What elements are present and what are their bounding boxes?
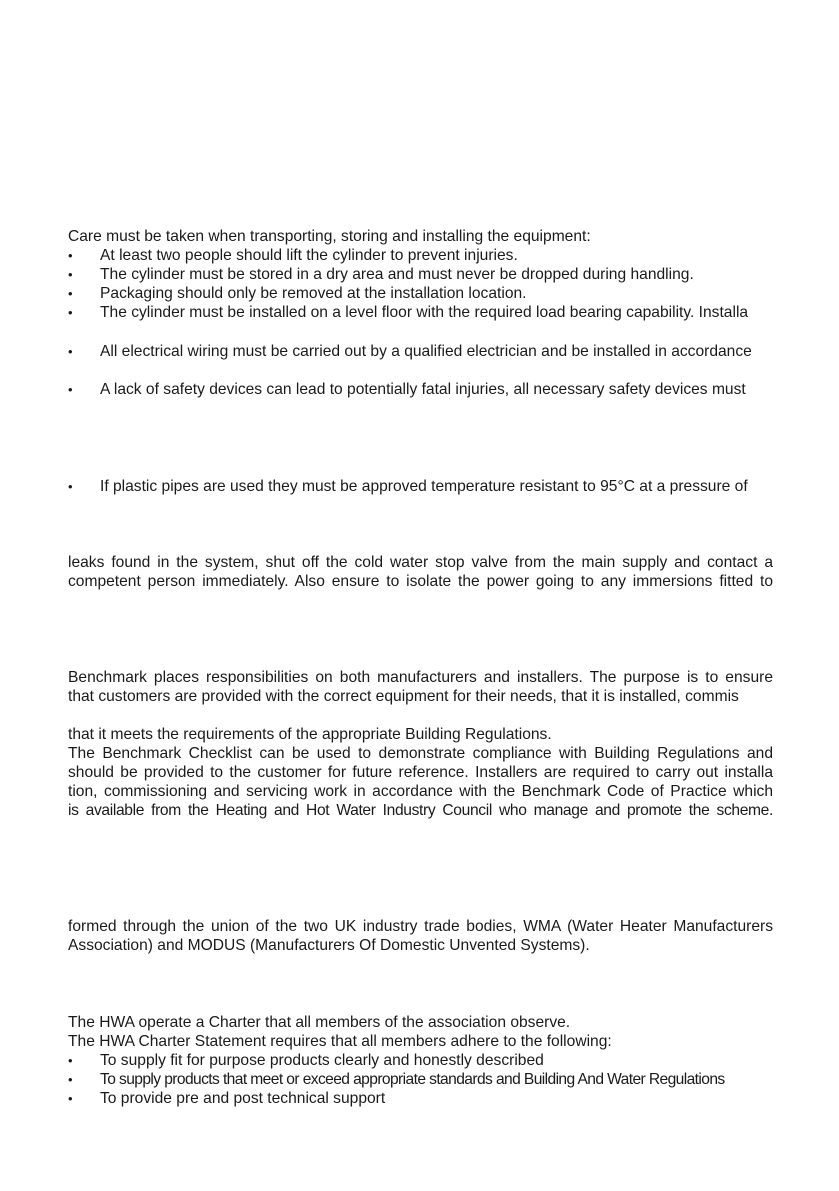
bullet-icon: • (68, 267, 73, 282)
bullet-item (68, 303, 773, 322)
paragraph-line: Benchmark places responsibilities on both manufacturers and installers. The purpose is to ensure (68, 669, 773, 686)
bullet-item (68, 477, 773, 496)
bullet-icon: • (68, 1072, 73, 1087)
bullet-item (68, 1089, 773, 1108)
bullet-item (68, 265, 773, 284)
paragraph-line: Association) and MODUS (Manufacturers Of Domestic Unvented Systems). (68, 937, 590, 954)
bullet-icon: • (68, 1091, 73, 1106)
bullet-item (68, 342, 773, 361)
section1-intro: Care must be taken when transporting, storing and installing the equipment: (68, 228, 591, 245)
bullet-text: A lack of safety devices can lead to potentially fatal injuries, all necessary safety devices must (100, 381, 746, 398)
bullet-item (68, 1070, 773, 1089)
bullet-item (68, 380, 773, 399)
bullet-text: To provide pre and post technical support (100, 1090, 386, 1107)
bullet-icon: • (68, 1053, 73, 1068)
paragraph-line: The Benchmark Checklist can be used to demonstrate compliance with Building Regulations and (68, 745, 773, 762)
bullet-item (68, 284, 773, 303)
bullet-icon: • (68, 248, 73, 263)
paragraph-line: that it meets the requirements of the appropriate Building Regulations. (68, 726, 552, 743)
paragraph-line: is available from the Heating and Hot Water Industry Council who manage and promote the scheme. (68, 802, 773, 819)
bullet-icon: • (68, 344, 73, 359)
paragraph-line: that customers are provided with the correct equipment for their needs, that it is installed, commis (68, 688, 739, 705)
bullet-text: All electrical wiring must be carried out by a qualified electrician and be installed in accordance (100, 343, 752, 360)
bullet-item (68, 246, 773, 265)
bullet-icon: • (68, 305, 73, 320)
paragraph-line: formed through the union of the two UK industry trade bodies, WMA (Water Heater Manufacturers (68, 918, 773, 935)
bullet-text: The cylinder must be stored in a dry area and must never be dropped during handling. (100, 266, 694, 283)
bullet-icon: • (68, 479, 73, 494)
paragraph-line: tion, commissioning and servicing work in accordance with the Benchmark Code of Practice which (68, 783, 773, 800)
bullet-text: To supply fit for purpose products clearly and honestly described (100, 1052, 544, 1069)
paragraph-line: competent person immediately. Also ensure to isolate the power going to any immersions fitted to (68, 573, 773, 590)
bullet-text: The cylinder must be installed on a level floor with the required load bearing capability. Installa (100, 304, 749, 321)
paragraph-line: The HWA operate a Charter that all members of the association observe. (68, 1014, 571, 1031)
paragraph-line: leaks found in the system, shut off the cold water stop valve from the main supply and contact a (68, 554, 773, 571)
bullet-text: Packaging should only be removed at the installation location. (100, 285, 527, 302)
bullet-icon: • (68, 286, 73, 301)
bullet-text: At least two people should lift the cylinder to prevent injuries. (100, 247, 518, 264)
paragraph-line: should be provided to the customer for future reference. Installers are required to carry out installa (68, 764, 773, 781)
bullet-text: If plastic pipes are used they must be approved temperature resistant to 95°C at a pressure of (100, 478, 748, 495)
bullet-text: To supply products that meet or exceed appropriate standards and Building And Water Regulations (100, 1071, 725, 1088)
bullet-icon: • (68, 382, 73, 397)
paragraph-line: The HWA Charter Statement requires that all members adhere to the following: (68, 1033, 612, 1050)
bullet-item (68, 1051, 773, 1070)
